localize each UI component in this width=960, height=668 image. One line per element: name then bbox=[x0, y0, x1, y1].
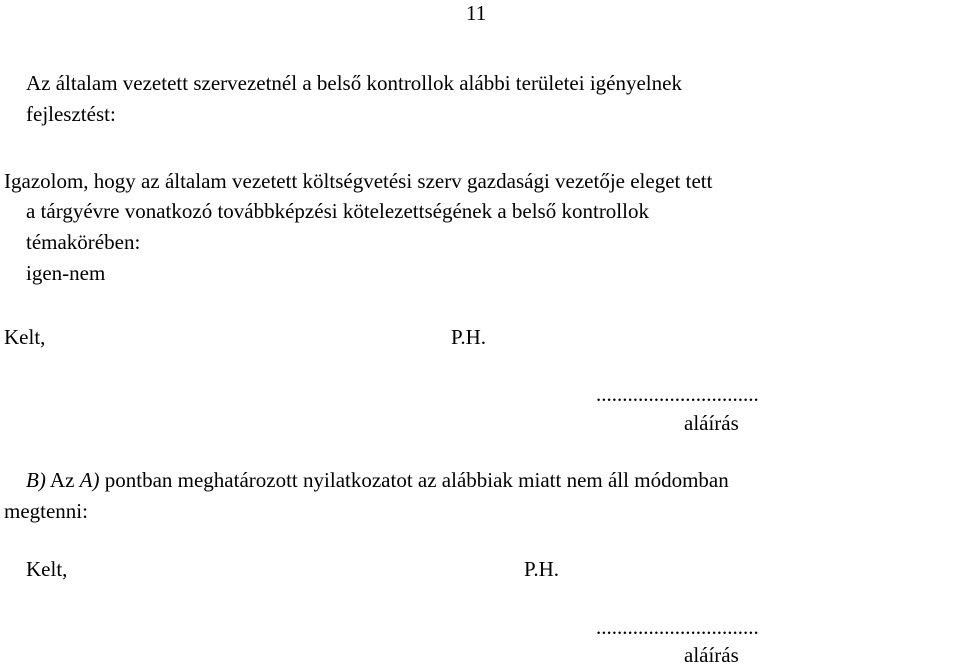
label-a: A) bbox=[79, 468, 100, 492]
signature-dots: ............................... bbox=[596, 382, 759, 406]
section-a-line-2: fejlesztést: bbox=[26, 102, 116, 126]
text-rest: pontban meghatározott nyilatkozatot az alábbiak miatt nem áll módomban bbox=[104, 468, 729, 492]
certification-line-1: Igazolom, hogy az általam vezetett költségvetési szerv gazdasági vezetője eleget tett bbox=[4, 169, 713, 193]
ph-label-2: P.H. bbox=[524, 557, 560, 581]
signature-label: aláírás bbox=[684, 411, 739, 435]
section-a-line-1: Az általam vezetett szervezetnél a belső kontrollok alábbi területei igényelnek bbox=[26, 71, 682, 95]
signature-label-2: aláírás bbox=[684, 643, 739, 667]
certification-line-3: témakörében: bbox=[26, 230, 141, 254]
certification-line-2: a tárgyévre vonatkozó továbbképzési kötelezettségének a belső kontrollok bbox=[26, 199, 649, 223]
text-az: Az bbox=[49, 468, 75, 492]
signature-dots-2: ............................... bbox=[596, 615, 759, 639]
certification-answer: igen-nem bbox=[26, 261, 106, 285]
kelt-label-2: Kelt, bbox=[26, 557, 68, 581]
section-b-line-1 bbox=[26, 467, 729, 493]
label-b: B) bbox=[26, 468, 46, 492]
page-number: 11 bbox=[466, 1, 487, 25]
section-b-line-2: megtenni: bbox=[4, 499, 88, 523]
ph-label: P.H. bbox=[451, 325, 487, 349]
kelt-label: Kelt, bbox=[4, 325, 46, 349]
